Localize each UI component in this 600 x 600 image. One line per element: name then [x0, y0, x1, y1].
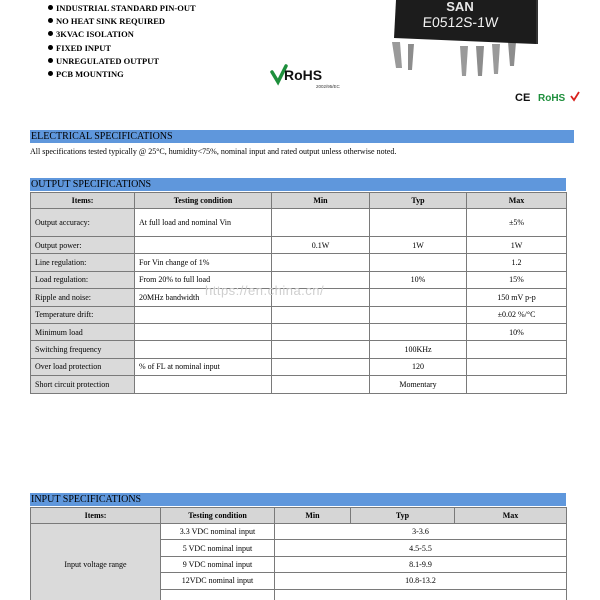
feature-item: PCB MOUNTING [48, 68, 288, 81]
feature-item: 3KVAC ISOLATION [48, 28, 288, 41]
bullet-icon [48, 18, 53, 23]
cell-min [272, 254, 370, 271]
bullet-icon [48, 31, 53, 36]
cell-condition [135, 237, 272, 254]
cell-condition: % of FL at nominal input [135, 358, 272, 375]
cell-max [467, 358, 567, 375]
cell-condition: At full load and nominal Vin [135, 209, 272, 237]
cell-min [272, 209, 370, 237]
bullet-icon [48, 45, 53, 50]
cell-item: Short circuit protection [31, 376, 135, 393]
col-max: Max [455, 508, 567, 524]
cell-typ: 120 [370, 358, 467, 375]
cell-condition [135, 306, 272, 323]
feature-item: UNREGULATED OUTPUT [48, 55, 288, 68]
cell-item: Load regulation: [31, 271, 135, 288]
cell-typ [370, 254, 467, 271]
cell-condition: For Vin change of 1% [135, 254, 272, 271]
cell-min [272, 358, 370, 375]
cell-item: Minimum load [31, 323, 135, 340]
col-max: Max [467, 193, 567, 209]
col-testing-condition: Testing condition [135, 193, 272, 209]
cell-condition: From 20% to full load [135, 271, 272, 288]
cell-min [272, 323, 370, 340]
model-label: E0512S-1W [422, 14, 499, 30]
feature-item: INDUSTRIAL STANDARD PIN-OUT [48, 2, 288, 15]
col-min: Min [272, 193, 370, 209]
watermark: https://en.china.cn/ [205, 283, 325, 298]
table-row [31, 237, 567, 254]
cell-max: 10% [467, 323, 567, 340]
bullet-icon [48, 58, 53, 63]
cell-range: 8.1-9.9 [275, 556, 567, 572]
cell-item: Input voltage range [31, 524, 161, 600]
cell-condition [135, 341, 272, 358]
cell-item: Switching frequency [31, 341, 135, 358]
cell-max: 150 mV p-p [467, 289, 567, 306]
cell-typ: 100KHz [370, 341, 467, 358]
table-header-row [31, 193, 567, 209]
cell-typ [370, 289, 467, 306]
table-row [31, 524, 567, 540]
cell-typ [370, 306, 467, 323]
input-specs-table [30, 507, 567, 600]
brand-fragment: SAN [446, 0, 474, 14]
table-row [31, 376, 567, 393]
input-specs-heading: INPUT SPECIFICATIONS [30, 493, 566, 506]
cell-item: Temperature drift: [31, 306, 135, 323]
cell-condition [135, 376, 272, 393]
checkmark-icon [571, 92, 579, 100]
table-header-row [31, 508, 567, 524]
table-row [31, 323, 567, 340]
table-row [31, 254, 567, 271]
cell-min: 0.1W [272, 237, 370, 254]
col-items: Items: [31, 193, 135, 209]
cell-typ: 1W [370, 237, 467, 254]
cell-item: Ripple and noise: [31, 289, 135, 306]
certification-logos [515, 90, 585, 104]
cell-range: 3-3.6 [275, 524, 567, 540]
cell-condition [161, 589, 275, 600]
rohs-directive: 2002/95/EC [316, 84, 340, 89]
cell-max: 1.2 [467, 254, 567, 271]
cell-typ: Momentary [370, 376, 467, 393]
cell-max: 1W [467, 237, 567, 254]
product-image [378, 0, 538, 80]
table-row [31, 209, 567, 237]
cell-max: 15% [467, 271, 567, 288]
cell-typ [370, 209, 467, 237]
cell-range: 4.5-5.5 [275, 540, 567, 556]
cell-item: Output accuracy: [31, 209, 135, 237]
cell-condition: 20MHz bandwidth [135, 289, 272, 306]
col-typ: Typ [370, 193, 467, 209]
test-conditions-note: All specifications tested typically @ 25°C, humidity<75%, nominal input and rated output unless otherwise noted. [30, 147, 397, 156]
bullet-icon [48, 71, 53, 76]
ce-mark-icon: CE [515, 92, 531, 104]
table-row [31, 306, 567, 323]
cell-typ [370, 323, 467, 340]
col-typ: Typ [351, 508, 455, 524]
col-min: Min [275, 508, 351, 524]
cell-range: 10.8-13.2 [275, 573, 567, 589]
cell-min [272, 376, 370, 393]
cell-min [272, 306, 370, 323]
rohs-small-text: RoHS [538, 93, 566, 104]
feature-item: FIXED INPUT [48, 42, 288, 55]
cell-range [275, 589, 567, 600]
cell-item: Line regulation: [31, 254, 135, 271]
cell-max: ±5% [467, 209, 567, 237]
cell-max [467, 376, 567, 393]
col-items: Items: [31, 508, 161, 524]
cell-max [467, 341, 567, 358]
cell-item: Output power: [31, 237, 135, 254]
table-row [31, 358, 567, 375]
feature-list [48, 2, 288, 81]
bullet-icon [48, 5, 53, 10]
cell-typ: 10% [370, 271, 467, 288]
cell-min [272, 341, 370, 358]
col-testing-condition: Testing condition [161, 508, 275, 524]
output-specs-heading: OUTPUT SPECIFICATIONS [30, 178, 566, 191]
rohs-logo [270, 62, 350, 92]
cell-max: ±0.02 %/°C [467, 306, 567, 323]
cell-condition [135, 323, 272, 340]
cell-condition: 5 VDC nominal input [161, 540, 275, 556]
pin-icon [392, 42, 516, 76]
table-row [31, 341, 567, 358]
feature-item: NO HEAT SINK REQUIRED [48, 15, 288, 28]
rohs-text: RoHS [284, 67, 323, 83]
electrical-specs-heading: ELECTRICAL SPECIFICATIONS [30, 130, 574, 143]
cell-condition: 3.3 VDC nominal input [161, 524, 275, 540]
cell-condition: 9 VDC nominal input [161, 556, 275, 572]
cell-condition: 12VDC nominal input [161, 573, 275, 589]
cell-item: Over load protection [31, 358, 135, 375]
